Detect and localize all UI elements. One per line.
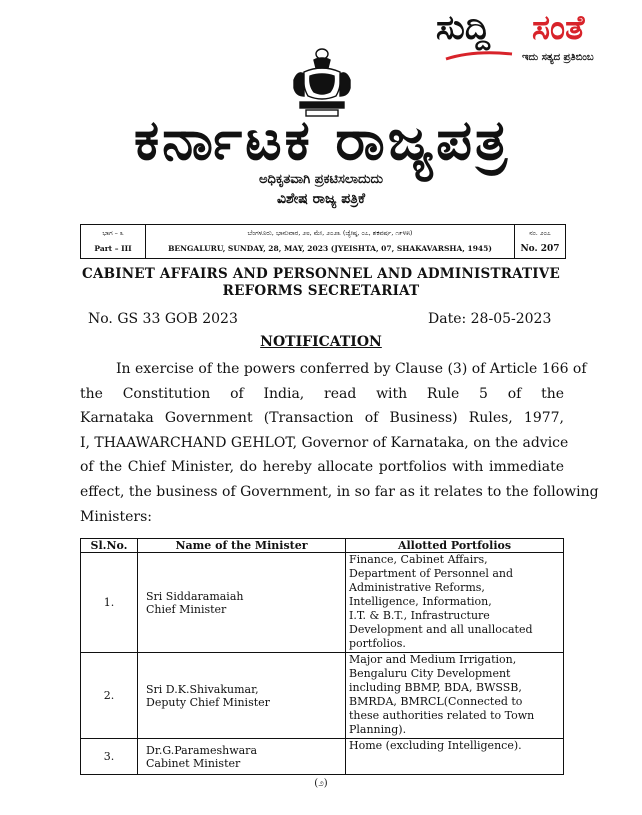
row-sl-no: 3. bbox=[81, 739, 138, 775]
minister-name: Dr.G.Parameshwara bbox=[146, 743, 257, 757]
table-row bbox=[81, 653, 564, 739]
notification-body bbox=[80, 357, 599, 529]
portfolio-line: Planning). bbox=[349, 723, 407, 736]
body-line: effect, the business of Government, in so far as it relates to the following bbox=[80, 483, 599, 500]
watermark-tagline: ಇದು ಸತ್ಯದ ಪ್ರತಿಬಿಂಬ bbox=[522, 52, 594, 63]
minister-role: Chief Minister bbox=[146, 602, 227, 616]
header-minister: Name of the Minister bbox=[138, 539, 346, 553]
watermark-word1: ಸುದ್ದಿ bbox=[436, 8, 490, 48]
notification-date: Date: 28-05-2023 bbox=[428, 311, 552, 327]
portfolio-line: Major and Medium Irrigation, bbox=[349, 653, 517, 666]
portfolio-line: Intelligence, Information, bbox=[349, 595, 492, 608]
reference-number: No. GS 33 GOB 2023 bbox=[88, 311, 238, 327]
table-row bbox=[81, 553, 564, 653]
watermark-logo bbox=[436, 8, 632, 68]
portfolio-line: I.T. & B.T., Infrastructure bbox=[349, 609, 490, 622]
table-header-row bbox=[81, 539, 564, 553]
row-sl-no: 1. bbox=[81, 553, 138, 653]
minister-name: Sri D.K.Shivakumar, bbox=[146, 682, 259, 696]
issue-strip bbox=[80, 224, 566, 259]
portfolio-line: Development and all unallocated bbox=[349, 623, 533, 636]
row-minister bbox=[138, 553, 346, 653]
header-portfolios: Allotted Portfolios bbox=[346, 539, 564, 553]
notification-title-text: NOTIFICATION bbox=[260, 334, 382, 350]
row-sl-no: 2. bbox=[81, 653, 138, 739]
gazette-title: ಕರ್ನಾಟಕ ರಾಜ್ಯಪತ್ರ bbox=[133, 108, 511, 173]
minister-role: Deputy Chief Minister bbox=[146, 695, 270, 709]
portfolio-line: Finance, Cabinet Affairs, bbox=[349, 553, 488, 566]
portfolio-table bbox=[80, 538, 564, 775]
header-sl-no: Sl.No. bbox=[81, 539, 138, 553]
portfolio-line: including BBMP, BDA, BWSSB, bbox=[349, 681, 522, 694]
gazette-subtitle: ಅಧಿಕೃತವಾಗಿ ಪ್ರಕಟಿಸಲಾದುದು bbox=[258, 172, 384, 187]
portfolio-line: these authorities related to Town bbox=[349, 709, 535, 722]
portfolio-line: Home (excluding Intelligence). bbox=[349, 739, 522, 752]
portfolio-line: BMRDA, BMRCL(Connected to bbox=[349, 695, 523, 708]
portfolio-line: Department of Personnel and bbox=[349, 567, 514, 580]
part-kn: ಭಾಗ – ೩ bbox=[102, 229, 124, 237]
portfolio-line: Administrative Reforms, bbox=[349, 581, 485, 594]
row-minister bbox=[138, 739, 346, 775]
part-cell bbox=[81, 225, 146, 258]
issue-date-en: BENGALURU, SUNDAY, 28, MAY, 2023 (JYEISHTA, 07, SHAKAVARSHA, 1945) bbox=[168, 244, 492, 253]
minister-name: Sri Siddaramaiah bbox=[146, 589, 244, 603]
issue-number-kn: ನಂ. ೨೦೭ bbox=[529, 229, 551, 237]
row-minister bbox=[138, 653, 346, 739]
row-portfolio bbox=[346, 653, 564, 739]
body-line: Karnataka Government (Transaction of Business) Rules, 1977, bbox=[80, 410, 564, 427]
body-line: In exercise of the powers conferred by Clause (3) of Article 166 of bbox=[116, 361, 587, 377]
page-number: (೨) bbox=[314, 778, 328, 789]
issue-number-en: No. 207 bbox=[520, 244, 560, 254]
body-line: I, THAAWARCHAND GEHLOT, Governor of Karnataka, on the advice bbox=[80, 434, 569, 451]
issue-date-cell bbox=[146, 225, 514, 258]
issue-date-kn: ಬೆಂಗಳೂರು, ಭಾನುವಾರ, ೨೮, ಮೇ, ೨೦೨೩ (ಜ್ಯೇಷ್ಠ, ೦೭, ಶಕವರ್ಷ, ೧೯೪೫) bbox=[247, 229, 413, 237]
body-line: of the Chief Minister, do hereby allocate portfolios with immediate bbox=[80, 459, 564, 476]
row-portfolio bbox=[346, 739, 564, 775]
portfolio-line: portfolios. bbox=[349, 637, 406, 650]
portfolio-line: Bengaluru City Development bbox=[349, 667, 511, 680]
swoosh-icon bbox=[444, 50, 514, 62]
issue-number-cell bbox=[514, 225, 565, 258]
body-line: the Constitution of India, read with Rule 5 of the bbox=[80, 385, 564, 402]
gazette-subtitle-special: ವಿಶೇಷ ರಾಜ್ಯ ಪತ್ರಿಕೆ bbox=[276, 191, 366, 207]
part-en: Part – III bbox=[94, 244, 132, 253]
table-row bbox=[81, 739, 564, 775]
department-heading: CABINET AFFAIRS AND PERSONNEL AND ADMINISTRATIVE bbox=[82, 266, 560, 282]
department-heading-line2: REFORMS SECRETARIAT bbox=[222, 283, 420, 299]
row-portfolio bbox=[346, 553, 564, 653]
notification-title bbox=[0, 334, 642, 350]
watermark-word2: ಸಂತೆ bbox=[532, 8, 585, 48]
minister-role: Cabinet Minister bbox=[146, 756, 241, 770]
body-line: Ministers: bbox=[80, 508, 152, 525]
